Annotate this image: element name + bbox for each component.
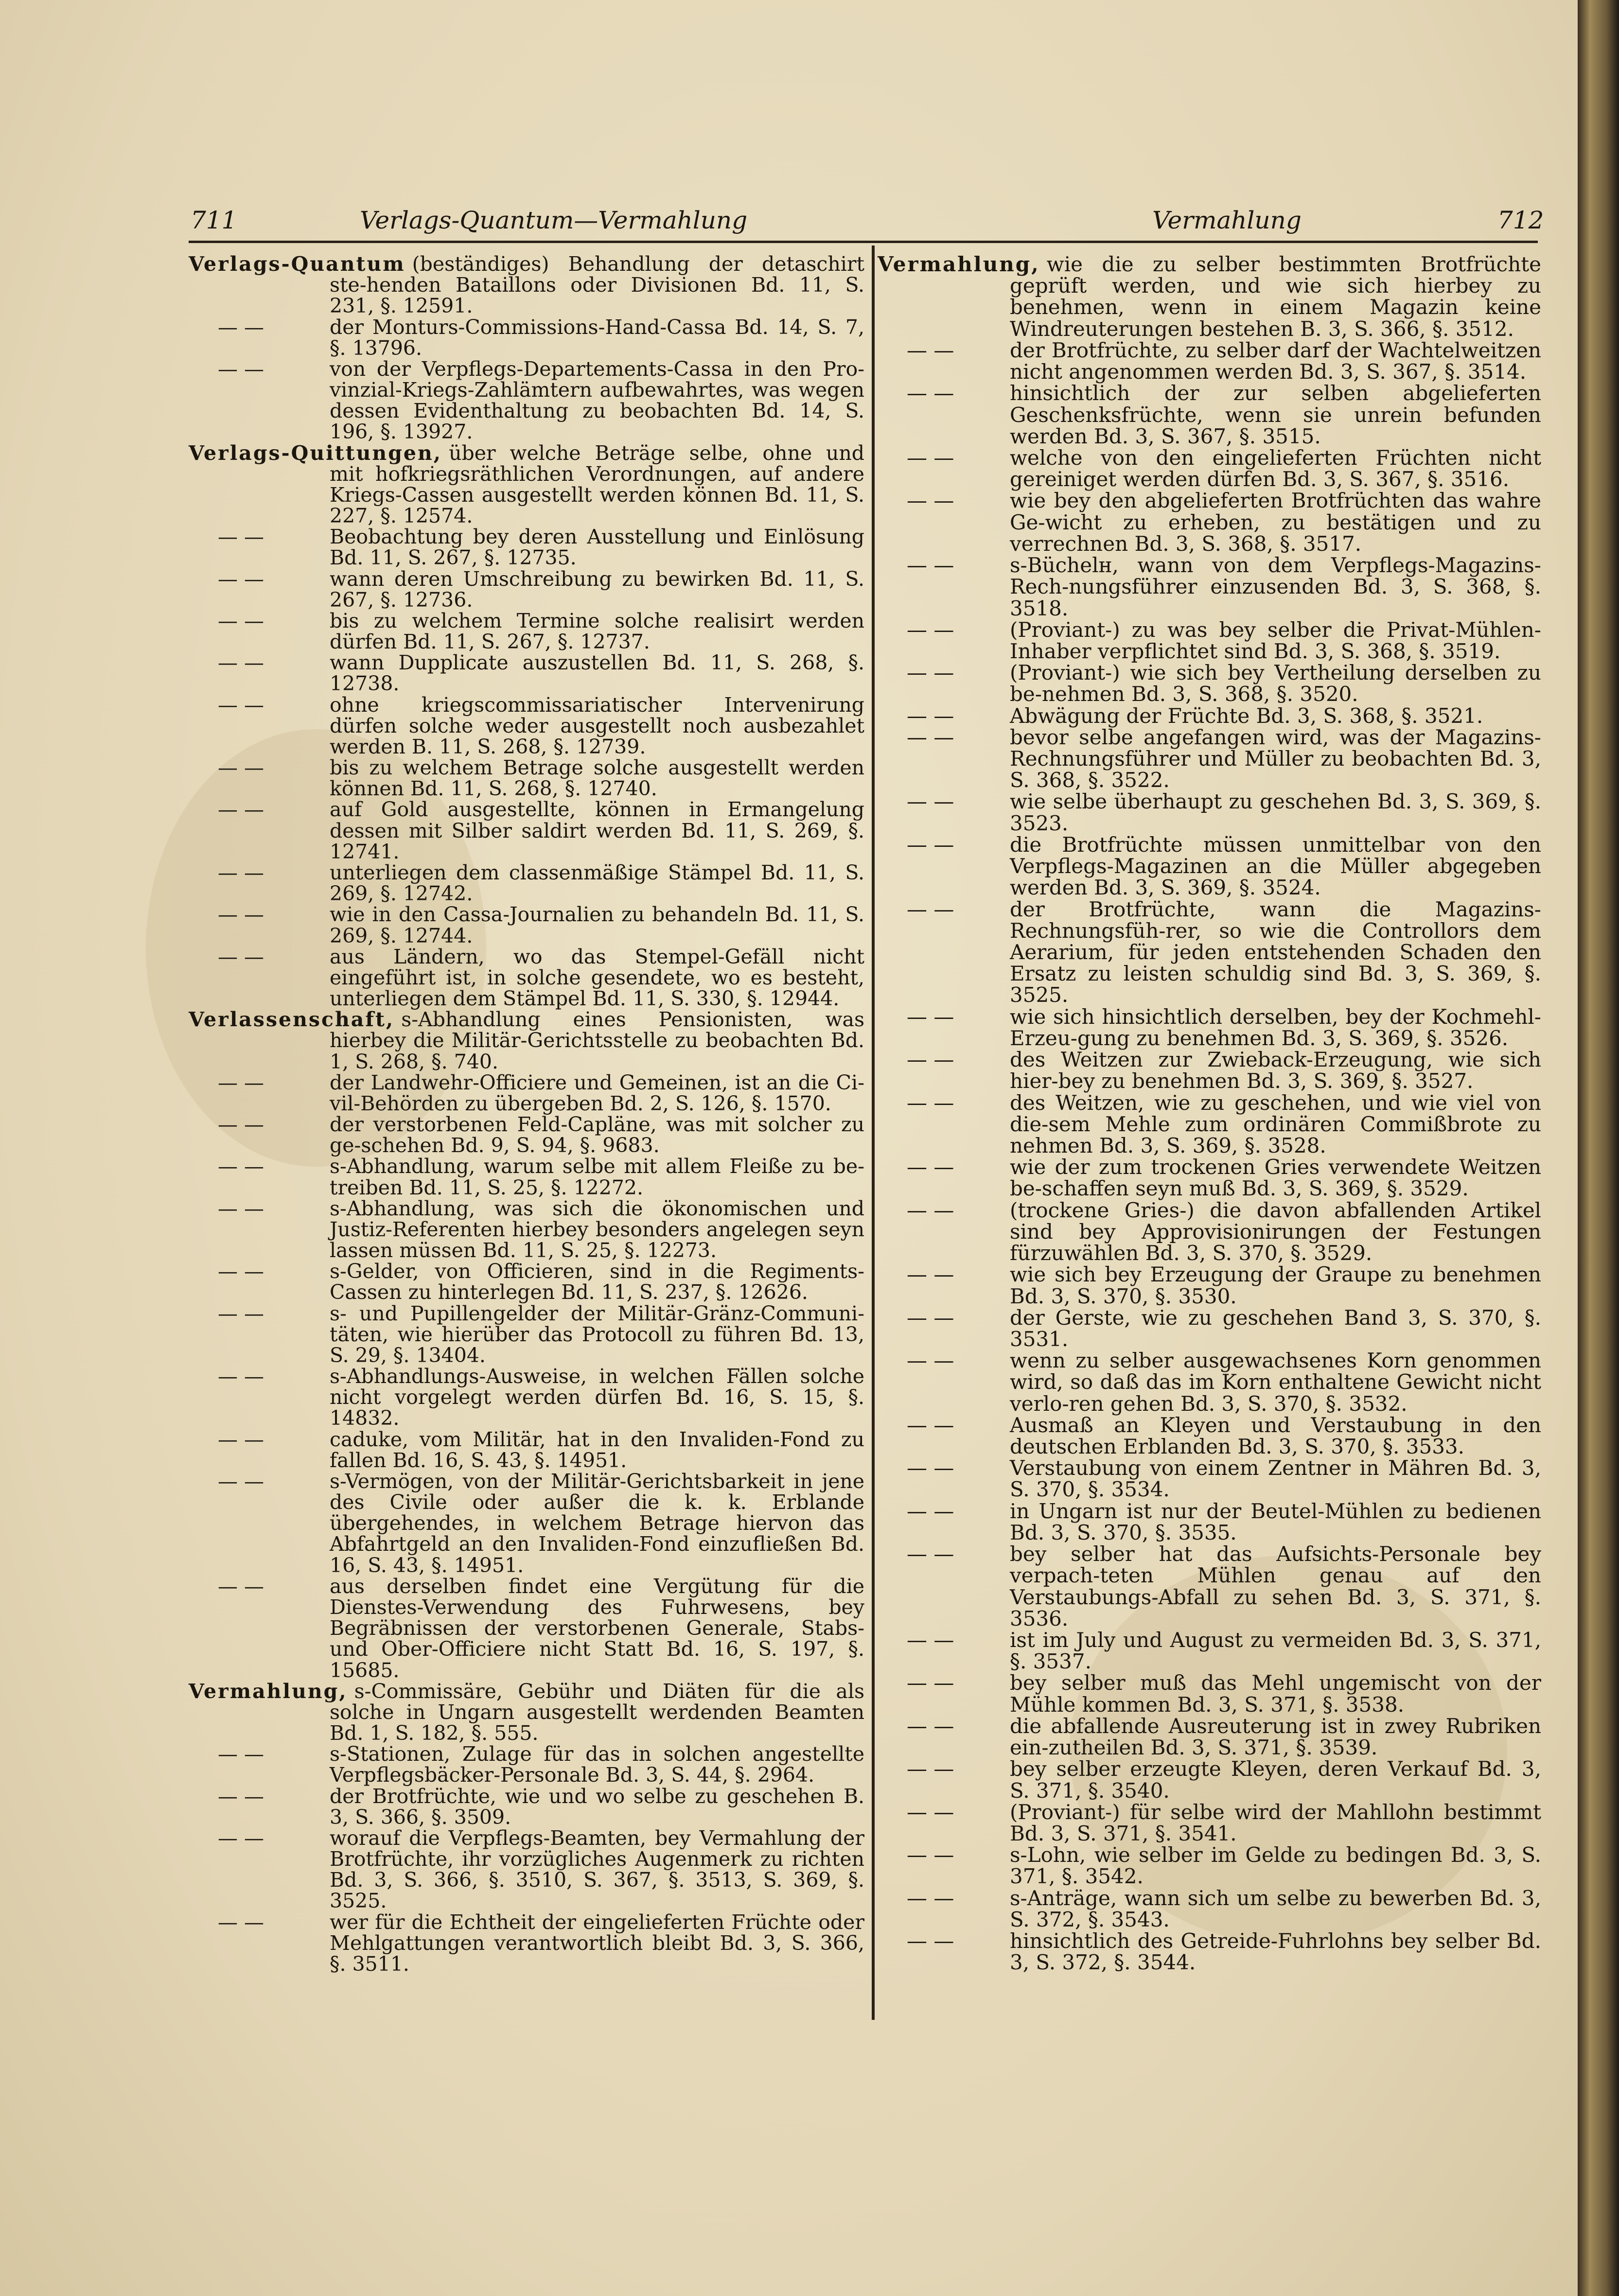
index-entry (189, 799, 864, 862)
entry-dash: — — (907, 381, 954, 405)
entry-text: wenn zu selber ausgewachsenes Korn genommen wird, so daß das im Korn enthaltene Gewicht nicht verlo-ren gehen Bd. 3, S. 370, §. 3532. (1010, 1349, 1541, 1416)
entry-text: Verstaubung von einem Zentner in Mähren Bd. 3, S. 370, §. 3534. (1010, 1456, 1541, 1502)
index-entry (878, 1006, 1541, 1049)
index-entry (189, 1576, 864, 1681)
index-entry (189, 1912, 864, 1975)
entry-dash: — — (907, 617, 954, 642)
entry-dash: — — (907, 1542, 954, 1566)
entry-text: s-Abhandlung, warum selbe mit allem Fleiße zu be-treiben Bd. 11, S. 25, §. 12272. (330, 1155, 864, 1199)
entry-dash: — — (218, 567, 264, 591)
entry-dash: — — (218, 1910, 264, 1934)
entry-dash: — — (907, 1305, 954, 1330)
entry-dash: — — (907, 1155, 954, 1179)
entry-text: auf Gold ausgestellte, können in Ermangelung dessen mit Silber saldirt werden Bd. 11, S. 269, §. 12741. (330, 798, 864, 863)
entry-dash: — — (907, 1843, 954, 1867)
entry-text: welche von den eingelieferten Früchten nicht gereiniget werden dürfen Bd. 3, S. 367, §. 3516. (1010, 445, 1541, 491)
entry-dash: — — (907, 1886, 954, 1910)
entry-dash: — — (907, 1800, 954, 1824)
index-entry (878, 705, 1541, 727)
index-entry (189, 695, 864, 758)
entry-text: bevor selbe angefangen wird, was der Magazins-Rechnungsführer und Müller zu beobachten Bd. 3, S. 368, §. 3522. (1010, 725, 1541, 792)
entry-dash: — — (907, 1456, 954, 1480)
left-page-number: 711 (191, 206, 237, 234)
entry-text: des Weitzen, wie zu geschehen, und wie viel von die-sem Mehle zum ordinären Commißbrote zu nehmen Bd. 3, S. 369, §. 3528. (1010, 1090, 1541, 1157)
entry-dash: — — (907, 1757, 954, 1781)
entry-dash: — — (218, 860, 264, 884)
entry-text: bey selber muß das Mehl ungemischt von der Mühle kommen Bd. 3, S. 371, §. 3538. (1010, 1671, 1541, 1717)
index-entry (878, 1758, 1541, 1801)
entry-dash: — — (907, 897, 954, 921)
entry-text: caduke, vom Militär, hat in den Invaliden-Fond zu fallen Bd. 16, S. 43, §. 14951. (330, 1427, 864, 1472)
entry-dash: — — (907, 1671, 954, 1695)
index-entry (878, 1672, 1541, 1715)
entry-text: s-Büchelн, wann von dem Verpflegs-Magazins-Rech-nungsführer einzusenden Bd. 3, S. 368, §. 3518. (1010, 553, 1541, 620)
entry-dash: — — (218, 1196, 264, 1220)
index-entry (189, 1429, 864, 1471)
entry-text: von der Verpflegs-Departements-Cassa in den Pro-vinzial-Kriegs-Zahlämtern aufbewahrtes, was wegen dessen Evidenthaltung zu beobachten Bd. 14, S. 196, §. 13927. (330, 357, 864, 444)
entry-dash: — — (907, 1198, 954, 1222)
entry-text: aus derselben findet eine Vergütung für die Dienstes-Verwendung des Fuhrwesens, bey Begräbnissen der verstorbenen Generale, Stabs- und Ober-Officiere nicht Statt Bd. 16, S. 197, §. 15685. (330, 1574, 864, 1682)
entry-text: Verlags-Quittungen, über welche Beträge selbe, ohne und mit hofkriegsräthlichen Verordnungen, auf andere Kriegs-Cassen ausgestellt werden können Bd. 11, S. 227, §. 12574. (189, 441, 864, 528)
entry-text: s-Stationen, Zulage für das in solchen angestellte Verpflegsbäcker-Personale Bd. 3, S. 44, §. 2964. (330, 1742, 864, 1787)
entry-text: aus Ländern, wo das Stempel-Gefäll nicht eingeführt ist, in solche gesendete, wo es besteht, unterliegen dem Stämpel Bd. 11, S. 330, §. 12944. (330, 945, 864, 1011)
entry-text: wer für die Echtheit der eingelieferten Früchte oder Mehlgattungen verantwortlich bleibt Bd. 3, S. 366, §. 3511. (330, 1910, 864, 1976)
entry-text: wann deren Umschreibung zu bewirken Bd. 11, S. 267, §. 12736. (330, 567, 864, 612)
entry-text: der verstorbenen Feld-Capläne, was mit solcher zu ge-schehen Bd. 9, S. 94, §. 9683. (330, 1113, 864, 1157)
entry-text: s-Gelder, von Officieren, sind in die Regiments-Cassen zu hinterlegen Bd. 11, S. 237, §. 12626. (330, 1260, 864, 1304)
index-entry (878, 555, 1541, 619)
index-entry (878, 1802, 1541, 1844)
entry-text: der Brotfrüchte, zu selber darf der Wachtelweitzen nicht angenommen werden Bd. 3, S. 367, §. 3514. (1010, 338, 1541, 384)
entry-dash: — — (218, 756, 264, 780)
entry-text: wie der zum trockenen Gries verwendete Weitzen be-schaffen seyn muß Bd. 3, S. 369, §. 3529. (1010, 1155, 1541, 1201)
entry-keyword: Vermahlung, (189, 1679, 348, 1703)
entry-dash: — — (907, 445, 954, 470)
entry-dash: — — (907, 1048, 954, 1072)
entry-text: s- und Pupillengelder der Militär-Gränz-Communi-täten, wie hierüber das Protocoll zu führen Bd. 13, S. 29, §. 13404. (330, 1301, 864, 1367)
index-entry (189, 569, 864, 611)
entry-dash: — — (907, 338, 954, 362)
entry-text: s-Anträge, wann sich um selbe zu bewerben Bd. 3, S. 372, §. 3543. (1010, 1886, 1541, 1931)
index-entry (878, 1049, 1541, 1092)
entry-text: die Brotfrüchte müssen unmittelbar von den Verpflegs-Magazinen an die Müller abgegeben werden Bd. 3, S. 369, §. 3524. (1010, 832, 1541, 900)
entry-dash: — — (907, 553, 954, 578)
index-entry (878, 662, 1541, 705)
entry-dash: — — (907, 789, 954, 814)
left-column (189, 254, 864, 1975)
entry-text: der Landwehr-Officiere und Gemeinen, ist an die Ci-vil-Behörden zu übergeben Bd. 2, S. 126, §. 1570. (330, 1070, 864, 1115)
index-entry (189, 1114, 864, 1156)
index-entry (878, 1307, 1541, 1350)
index-entry (878, 1350, 1541, 1415)
index-entry (189, 254, 864, 317)
entry-dash: — — (907, 1262, 954, 1287)
entry-text: Abwägung der Früchte Bd. 3, S. 368, §. 3521. (1010, 703, 1483, 728)
entry-text: (Proviant-) zu was bey selber die Privat-Mühlen-Inhaber verpflichtet sind Bd. 3, S. 368, §. 3519. (1010, 617, 1541, 663)
entry-text: wann Dupplicate auszustellen Bd. 11, S. 268, §. 12738. (330, 651, 864, 696)
entry-text: der Brotfrüchte, wann die Magazins-Rechnungsfüh-rer, so wie die Controllors dem Aerarium, für jeden entstehenden Schaden den Ersatz zu leisten schuldig sind Bd. 3, S. 369, §. 3525. (1010, 897, 1541, 1007)
entry-text: der Monturs-Commissions-Hand-Cassa Bd. 14, S. 7, §. 13796. (330, 315, 864, 360)
index-entry (878, 619, 1541, 662)
entry-dash: — — (907, 489, 954, 513)
index-entry (189, 1072, 864, 1114)
entry-dash: — — (218, 525, 264, 549)
entry-text: bey selber hat das Aufsichts-Personale bey verpach-teten Mühlen genau auf den Verstaubungs-Abfall zu sehen Bd. 3, S. 371, §. 3536. (1010, 1542, 1541, 1630)
entry-text: ist im July und August zu vermeiden Bd. 3, S. 371, §. 3537. (1010, 1628, 1541, 1674)
index-entry (189, 946, 864, 1010)
index-entry (878, 1501, 1541, 1543)
entry-text: der Gerste, wie zu geschehen Band 3, S. 370, §. 3531. (1010, 1305, 1541, 1351)
entry-text: (Proviant-) wie sich bey Vertheilung derselben zu be-nehmen Bd. 3, S. 368, §. 3520. (1010, 661, 1541, 706)
entry-text: Vermahlung, s-Commissäre, Gebühr und Diäten für die als solche in Ungarn ausgestellt werdenden Beamten Bd. 1, S. 182, §. 555. (189, 1679, 864, 1745)
entry-text: s-Vermögen, von der Militär-Gerichtsbarkeit in jene des Civile oder außer die k. k. Erblande übergehendes, in welchem Betrage hiervon das Abfahrtgeld an den Invaliden-Fond einzufließen Bd. 16, S. 43, §. 14951. (330, 1469, 864, 1577)
index-entry (189, 904, 864, 946)
index-entry (189, 317, 864, 359)
entry-dash: — — (907, 703, 954, 728)
entry-dash: — — (218, 1469, 264, 1493)
index-entry (189, 1828, 864, 1912)
index-entry (878, 383, 1541, 447)
index-entry (189, 359, 864, 443)
entry-dash: — — (218, 1427, 264, 1451)
index-entry (878, 1930, 1541, 1973)
index-entry (189, 1681, 864, 1744)
entry-text: Verlags-Quantum (beständiges) Behandlung der detaschirt ste-henden Bataillons oder Divisionen Bd. 11, S. 231, §. 12591. (189, 252, 864, 318)
index-entry (878, 1543, 1541, 1630)
index-entry (878, 254, 1541, 340)
entry-dash: — — (907, 1090, 954, 1115)
entry-text: wie bey den abgelieferten Brotfrüchten das wahre Ge-wicht zu erheben, zu bestätigen und zu verrechnen Bd. 3, S. 368, §. 3517. (1010, 489, 1541, 556)
entry-dash: — — (218, 693, 264, 717)
index-entry (878, 447, 1541, 490)
entry-text: die abfallende Ausreuterung ist in zwey Rubriken ein-zutheilen Bd. 3, S. 371, §. 3539. (1010, 1714, 1541, 1760)
index-entry (878, 1200, 1541, 1264)
entry-dash: — — (907, 725, 954, 749)
entry-dash: — — (907, 1004, 954, 1029)
entry-dash: — — (218, 315, 264, 339)
index-entry (878, 490, 1541, 555)
index-entry (878, 834, 1541, 899)
entry-text: der Brotfrüchte, wie und wo selbe zu geschehen B. 3, S. 366, §. 3509. (330, 1784, 864, 1829)
entry-keyword: Verlags-Quantum (189, 252, 405, 276)
entry-dash: — — (218, 1301, 264, 1325)
index-entry (878, 1716, 1541, 1758)
entry-dash: — — (907, 1714, 954, 1738)
index-entry (878, 1457, 1541, 1500)
entry-text: Vermahlung, wie die zu selber bestimmten Brotfrüchte geprüft werden, und wie sich hierbey zu benehmen, wenn in einem Magazin keine Windreuterungen bestehen B. 3, S. 366, §. 3512. (878, 252, 1541, 341)
entry-text: hinsichtlich des Getreide-Fuhrlohns bey selber Bd. 3, S. 372, §. 3544. (1010, 1929, 1541, 1975)
index-entry (878, 340, 1541, 383)
column-rule (872, 245, 875, 2020)
entry-dash: — — (218, 945, 264, 968)
index-entry (189, 1261, 864, 1303)
entry-text: wie selbe überhaupt zu geschehen Bd. 3, S. 369, §. 3523. (1010, 789, 1541, 835)
entry-dash: — — (907, 1628, 954, 1652)
entry-text: wie sich bey Erzeugung der Graupe zu benehmen Bd. 3, S. 370, §. 3530. (1010, 1262, 1541, 1308)
entry-dash: — — (218, 1784, 264, 1808)
index-entry (878, 1092, 1541, 1157)
index-entry (878, 727, 1541, 791)
index-entry (189, 1303, 864, 1367)
entry-dash: — — (218, 1155, 264, 1178)
entry-dash: — — (218, 1070, 264, 1094)
entry-dash: — — (218, 1574, 264, 1598)
entry-text: s-Lohn, wie selber im Gelde zu bedingen Bd. 3, S. 371, §. 3542. (1010, 1843, 1541, 1889)
entry-text: unterliegen dem classenmäßige Stämpel Bd. 11, S. 269, §. 12742. (330, 860, 864, 906)
right-column (878, 254, 1541, 1974)
entry-dash: — — (907, 1929, 954, 1953)
entry-text: worauf die Verpflegs-Beamten, bey Vermahlung der Brotfrüchte, ihr vorzügliches Augenmerk zu richten Bd. 3, S. 366, §. 3510, S. 367, §. 3513, S. 369, §. 3525. (330, 1826, 864, 1913)
index-entry (189, 1198, 864, 1262)
right-running-head: Vermahlung (1152, 206, 1302, 234)
entry-text: Beobachtung bey deren Ausstellung und Einlösung Bd. 11, S. 267, §. 12735. (330, 525, 864, 570)
index-entry (878, 1888, 1541, 1930)
index-entry (189, 757, 864, 799)
entry-text: wie sich hinsichtlich derselben, bey der Kochmehl-Erzeu-gung zu benehmen Bd. 3, S. 369, §. 3526. (1010, 1004, 1541, 1050)
entry-text: (trockene Gries-) die davon abfallenden Artikel sind bey Approvisionirungen der Festungen fürzuwählen Bd. 3, S. 370, §. 3529. (1010, 1198, 1541, 1265)
entry-keyword: Verlags-Quittungen, (189, 441, 442, 465)
index-entry (189, 862, 864, 904)
entry-dash: — — (907, 832, 954, 857)
index-entry (189, 1744, 864, 1786)
entry-text: wie in den Cassa-Journalien zu behandeln Bd. 11, S. 269, §. 12744. (330, 903, 864, 947)
header-rule (189, 241, 1538, 243)
index-entry (878, 1630, 1541, 1672)
entry-keyword: Verlassenschaft, (189, 1008, 395, 1032)
entry-dash: — — (907, 1349, 954, 1373)
entry-dash: — — (218, 1260, 264, 1283)
entry-dash: — — (218, 1826, 264, 1850)
entry-dash: — — (218, 1742, 264, 1766)
index-entry (189, 611, 864, 652)
entry-text: des Weitzen zur Zwieback-Erzeugung, wie sich hier-bey zu benehmen Bd. 3, S. 369, §. 3527. (1010, 1048, 1541, 1093)
entry-dash: — — (907, 1499, 954, 1523)
entry-text: bis zu welchem Betrage solche ausgestellt werden können Bd. 11, S. 268, §. 12740. (330, 756, 864, 801)
entry-text: s-Abhandlungs-Ausweise, in welchen Fällen solche nicht vorgelegt werden dürfen Bd. 16, S. 15, §. 14832. (330, 1365, 864, 1430)
index-entry (189, 1471, 864, 1576)
entry-keyword: Vermahlung, (878, 252, 1040, 276)
entry-text: hinsichtlich der zur selben abgelieferten Geschenksfrüchte, wenn sie unrein befunden werden Bd. 3, S. 367, §. 3515. (1010, 381, 1541, 448)
entry-dash: — — (218, 609, 264, 632)
index-entry (878, 1415, 1541, 1457)
index-entry (878, 899, 1541, 1006)
index-entry (189, 1366, 864, 1429)
index-entry (189, 1156, 864, 1198)
index-entry (189, 526, 864, 568)
entry-text: bis zu welchem Termine solche realisirt werden dürfen Bd. 11, S. 267, §. 12737. (330, 609, 864, 654)
index-entry (189, 652, 864, 694)
entry-text: Verlassenschaft, s-Abhandlung eines Pensionisten, was hierbey die Militär-Gerichtsstelle zu beobachten Bd. 1, S. 268, §. 740. (189, 1008, 864, 1073)
index-entry (878, 1844, 1541, 1887)
entry-text: bey selber erzeugte Kleyen, deren Verkauf Bd. 3, S. 371, §. 3540. (1010, 1757, 1541, 1803)
entry-text: Ausmaß an Kleyen und Verstaubung in den deutschen Erblanden Bd. 3, S. 370, §. 3533. (1010, 1413, 1541, 1459)
entry-dash: — — (907, 1413, 954, 1437)
right-page-number: 712 (1497, 206, 1544, 234)
index-entry (878, 1264, 1541, 1307)
entry-dash: — — (907, 661, 954, 685)
index-entry (189, 1009, 864, 1072)
index-entry (878, 1157, 1541, 1199)
entry-text: (Proviant-) für selbe wird der Mahllohn bestimmt Bd. 3, S. 371, §. 3541. (1010, 1800, 1541, 1845)
entry-dash: — — (218, 798, 264, 822)
index-entry (878, 791, 1541, 834)
entry-dash: — — (218, 1365, 264, 1388)
entry-dash: — — (218, 903, 264, 927)
entry-dash: — — (218, 1113, 264, 1137)
left-running-head: Verlags-Quantum—Vermahlung (360, 206, 748, 234)
index-entry (189, 443, 864, 527)
entry-text: s-Abhandlung, was sich die ökonomischen und Justiz-Referenten hierbey besonders angelegen seyn lassen müssen Bd. 11, S. 25, §. 12273. (330, 1196, 864, 1262)
entry-text: ohne kriegscommissariatischer Intervenirung dürfen solche weder ausgestellt noch ausbezahlet werden B. 11, S. 268, §. 12739. (330, 693, 864, 758)
entry-dash: — — (218, 357, 264, 381)
entry-text: in Ungarn ist nur der Beutel-Mühlen zu bedienen Bd. 3, S. 370, §. 3535. (1010, 1499, 1541, 1544)
entry-dash: — — (218, 651, 264, 675)
book-fold (1578, 0, 1619, 2296)
index-entry (189, 1786, 864, 1828)
